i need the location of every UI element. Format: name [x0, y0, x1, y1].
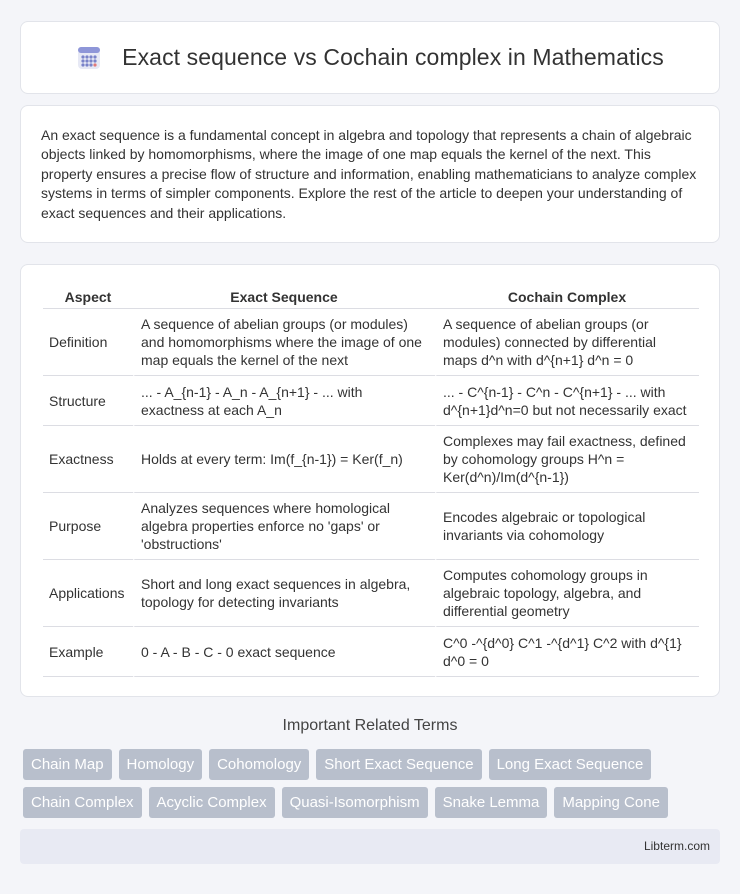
footer-site-link[interactable]: Libterm.com: [643, 839, 710, 853]
row-cochain-complex: ... - C^{n-1} - C^n - C^{n+1} - ... with d^{n+1}d^n=0 but not necessarily exact: [435, 376, 699, 426]
row-cochain-complex: C^0 -^{d^0} C^1 -^{d^1} C^2 with d^{1} d^0 = 0: [435, 627, 699, 677]
row-cochain-complex: Complexes may fail exactness, defined by cohomology groups H^n = Ker(d^n)/Im(d^{n-1}): [435, 426, 699, 493]
table-row: [43, 376, 699, 426]
comparison-table: [43, 285, 699, 677]
comparison-table-card: [20, 264, 720, 697]
intro-card: [20, 105, 720, 243]
row-exact-sequence: 0 - A - B - C - 0 exact sequence: [133, 627, 435, 677]
header-card: [20, 21, 720, 94]
table-row: [43, 627, 699, 677]
tag-chain-map[interactable]: Chain Map: [23, 749, 112, 780]
header-cochain-complex: Cochain Complex: [435, 285, 699, 309]
tag-row: [23, 787, 713, 818]
table-header-row: [43, 285, 699, 309]
page-title: Exact sequence vs Cochain complex in Mathematics: [122, 44, 664, 70]
row-aspect: Applications: [43, 560, 133, 627]
row-exact-sequence: A sequence of abelian groups (or modules) and homomorphisms where the image of one map equals the kernel of the next: [133, 309, 435, 376]
row-cochain-complex: A sequence of abelian groups (or modules) connected by differential maps d^n with d^{n+1} d^n = 0: [435, 309, 699, 376]
row-exact-sequence: ... - A_{n-1} - A_n - A_{n+1} - ... with exactness at each A_n: [133, 376, 435, 426]
tag-quasi-isomorphism[interactable]: Quasi-Isomorphism: [282, 787, 428, 818]
header-exact-sequence: Exact Sequence: [133, 285, 435, 309]
row-aspect: Structure: [43, 376, 133, 426]
tag-homology[interactable]: Homology: [119, 749, 203, 780]
tag-row: [23, 749, 713, 780]
row-cochain-complex: Computes cohomology groups in algebraic topology, algebra, and differential geometry: [435, 560, 699, 627]
tag-acyclic-complex[interactable]: Acyclic Complex: [149, 787, 275, 818]
table-row: [43, 426, 699, 493]
footer: [20, 829, 720, 864]
related-terms-title: Important Related Terms: [282, 717, 458, 734]
intro-text: An exact sequence is a fundamental concept in algebra and topology that represents a chain of algebraic objects linked by homomorphisms, where the image of one map equals the kernel of the next. This property ensures a precise flow of structure and information, enabling mathematicians to analyze complex systems in terms of simpler components. Explore the rest of the article to deepen your understanding of exact sequences and their applications.: [41, 127, 697, 221]
table-row: [43, 309, 699, 376]
row-exact-sequence: Analyzes sequences where homological algebra properties enforce no 'gaps' or 'obstructions': [133, 493, 435, 560]
row-cochain-complex: Encodes algebraic or topological invariants via cohomology: [435, 493, 699, 560]
abacus-grid-icon: [76, 45, 102, 71]
tag-mapping-cone[interactable]: Mapping Cone: [554, 787, 668, 818]
tag-chain-complex[interactable]: Chain Complex: [23, 787, 142, 818]
row-aspect: Definition: [43, 309, 133, 376]
table-row: [43, 560, 699, 627]
table-row: [43, 493, 699, 560]
header-aspect: Aspect: [43, 285, 133, 309]
tag-snake-lemma[interactable]: Snake Lemma: [435, 787, 548, 818]
row-aspect: Purpose: [43, 493, 133, 560]
row-aspect: Example: [43, 627, 133, 677]
row-exact-sequence: Short and long exact sequences in algebra, topology for detecting invariants: [133, 560, 435, 627]
tag-cohomology[interactable]: Cohomology: [209, 749, 309, 780]
tag-short-exact-sequence[interactable]: Short Exact Sequence: [316, 749, 481, 780]
related-terms-tags: [23, 749, 713, 825]
tag-long-exact-sequence[interactable]: Long Exact Sequence: [489, 749, 652, 780]
row-exact-sequence: Holds at every term: Im(f_{n-1}) = Ker(f_n): [133, 426, 435, 493]
row-aspect: Exactness: [43, 426, 133, 493]
